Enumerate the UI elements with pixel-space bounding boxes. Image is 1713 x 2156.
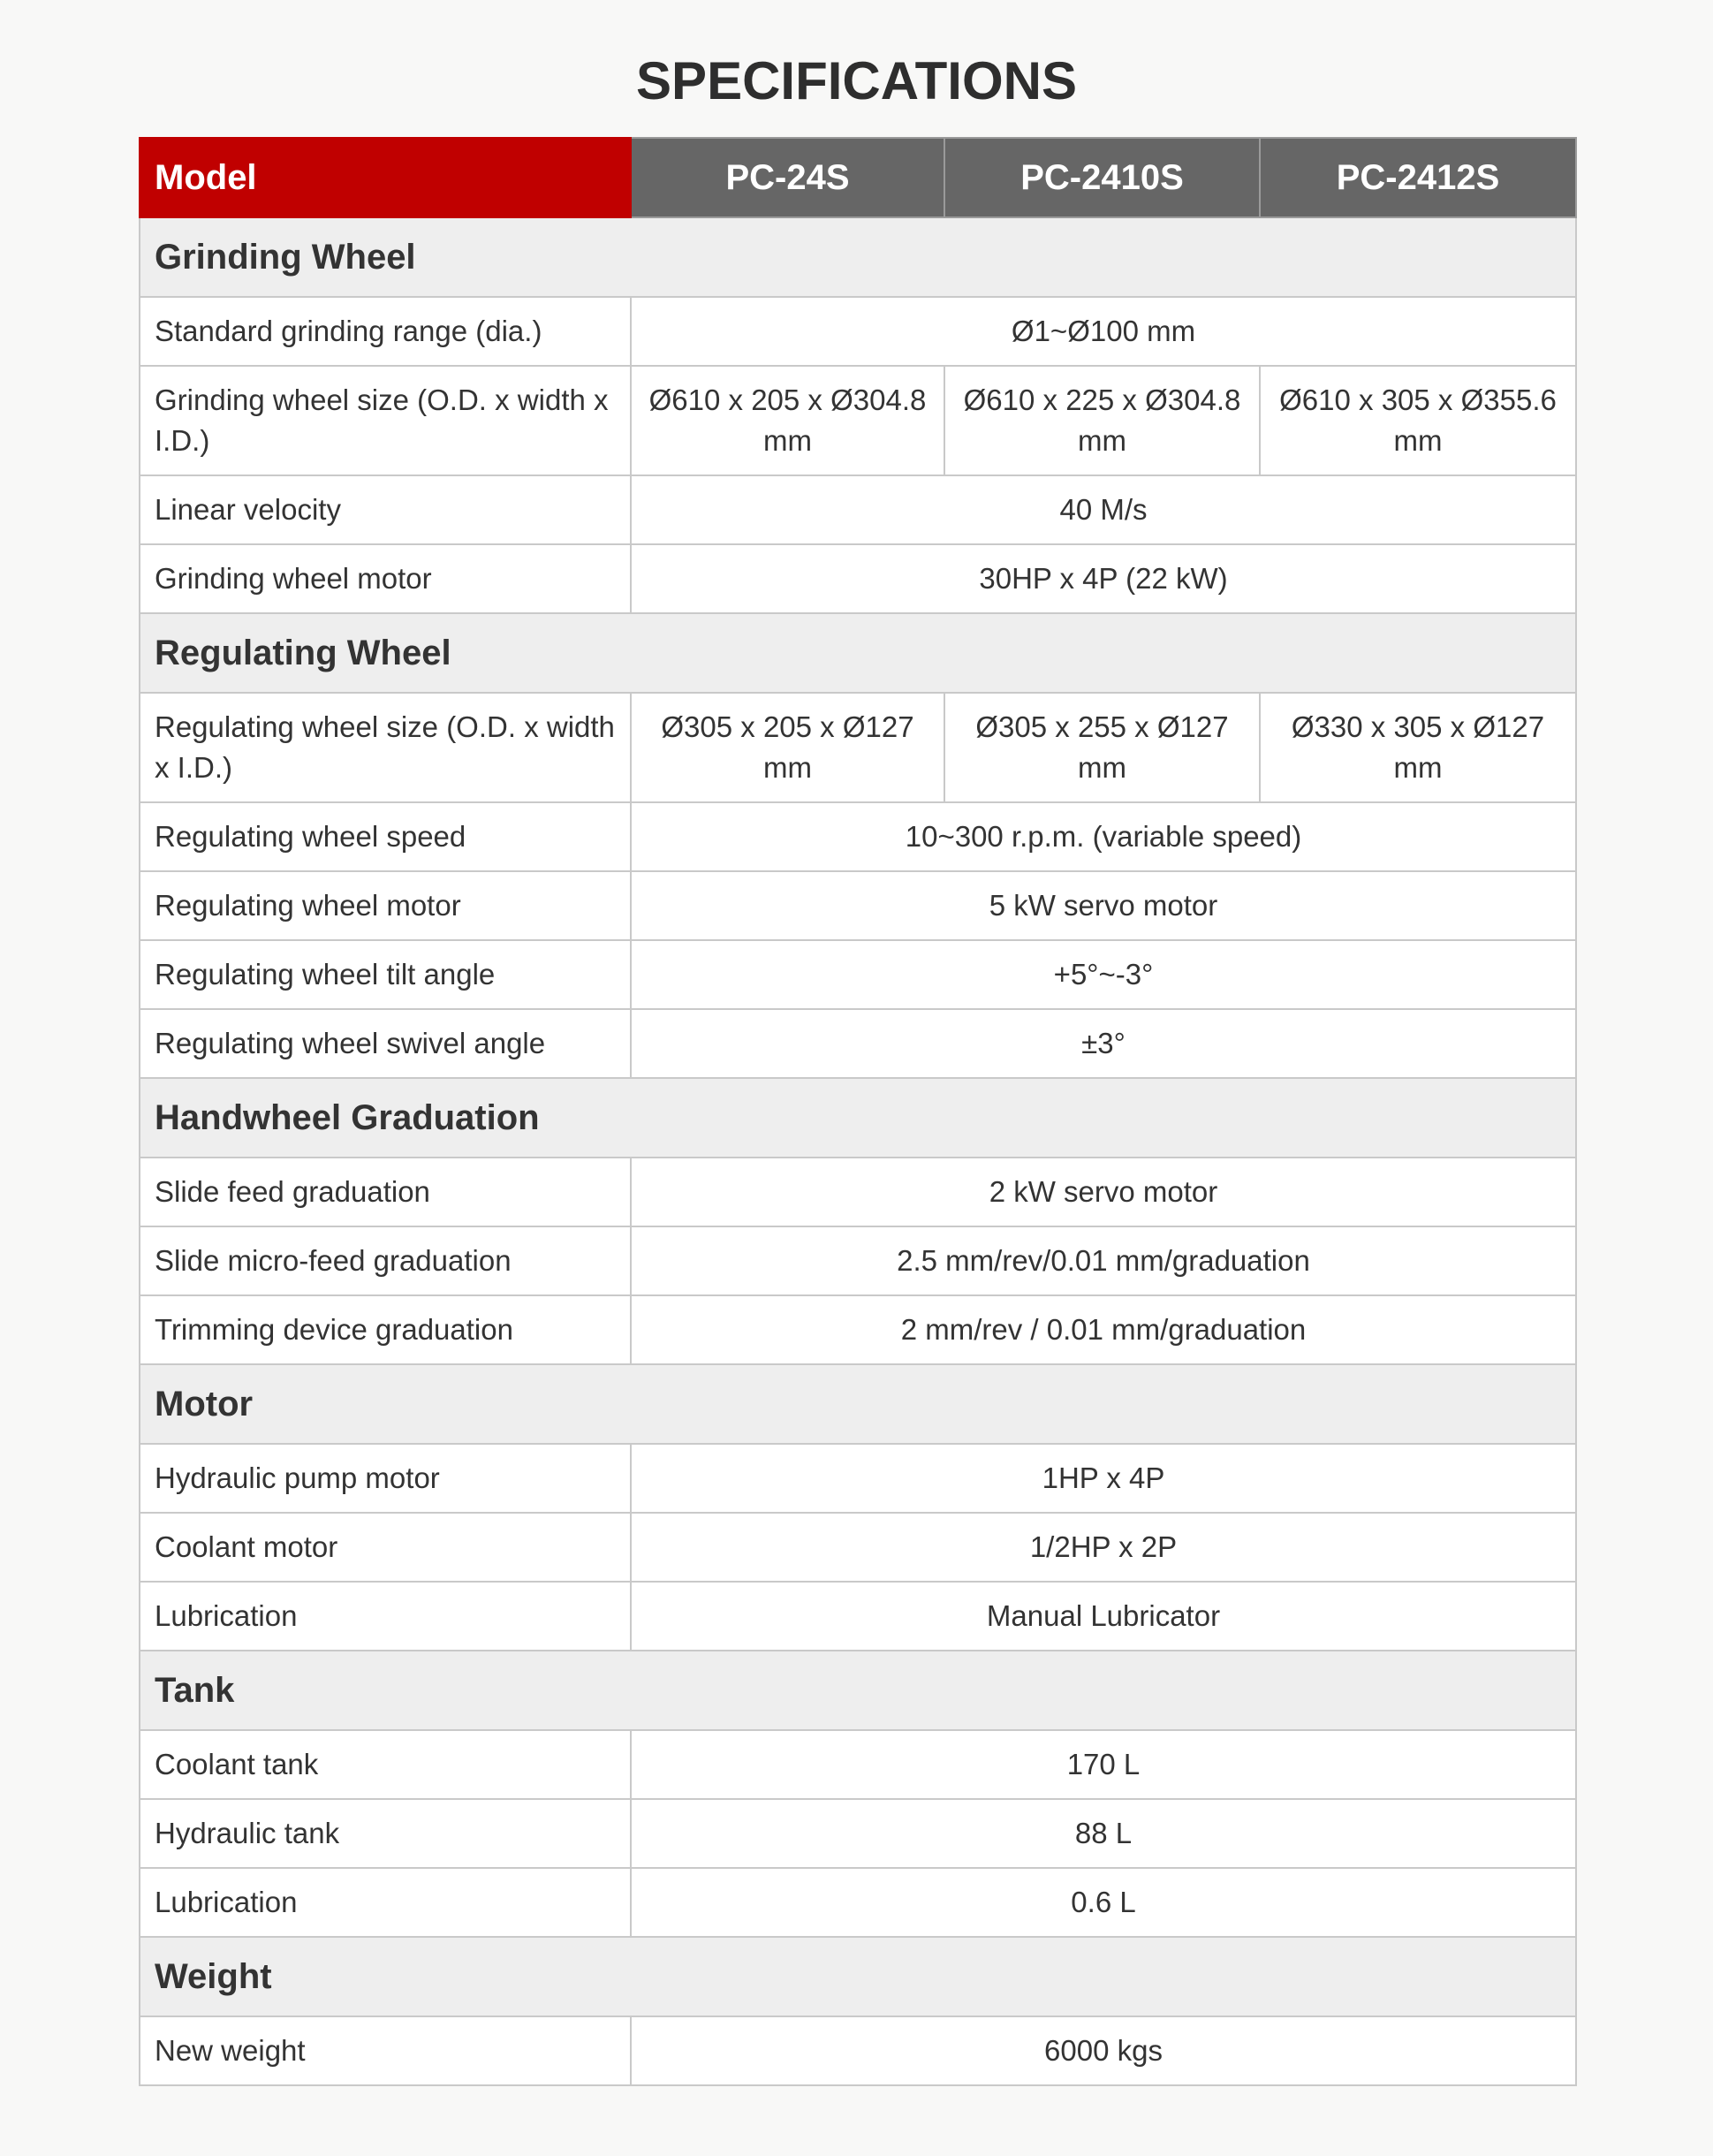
- spec-value: 1/2HP x 2P: [631, 1513, 1576, 1582]
- spec-value: 0.6 L: [631, 1868, 1576, 1937]
- table-row: [140, 693, 1576, 802]
- table-row: [140, 475, 1576, 544]
- section-weight: [140, 1937, 1576, 2016]
- spec-value-pc-24s: Ø610 x 205 x Ø304.8 mm: [631, 366, 944, 475]
- section-title: Grinding Wheel: [140, 217, 1576, 297]
- table-row: [140, 2016, 1576, 2085]
- model-pc-24s: PC-24S: [631, 138, 944, 217]
- spec-label: Linear velocity: [140, 475, 631, 544]
- table-row: [140, 871, 1576, 940]
- section-tank: [140, 1651, 1576, 1730]
- spec-label: New weight: [140, 2016, 631, 2085]
- section-grinding-wheel: [140, 217, 1576, 297]
- spec-label: Regulating wheel motor: [140, 871, 631, 940]
- table-row: [140, 940, 1576, 1009]
- spec-value: 40 M/s: [631, 475, 1576, 544]
- model-pc-2412s: PC-2412S: [1260, 138, 1576, 217]
- spec-value-pc-2412s: Ø330 x 305 x Ø127 mm: [1260, 693, 1576, 802]
- spec-value-pc-24s: Ø305 x 205 x Ø127 mm: [631, 693, 944, 802]
- spec-value: Manual Lubricator: [631, 1582, 1576, 1651]
- page-title: SPECIFICATIONS: [636, 51, 1077, 110]
- section-title: Regulating Wheel: [140, 613, 1576, 693]
- spec-label: Standard grinding range (dia.): [140, 297, 631, 366]
- spec-value: +5°~-3°: [631, 940, 1576, 1009]
- spec-value: 10~300 r.p.m. (variable speed): [631, 802, 1576, 871]
- table-row: [140, 366, 1576, 475]
- section-title: Motor: [140, 1364, 1576, 1444]
- table-row: [140, 802, 1576, 871]
- spec-label: Hydraulic pump motor: [140, 1444, 631, 1513]
- spec-label: Hydraulic tank: [140, 1799, 631, 1868]
- spec-label: Grinding wheel size (O.D. x width x I.D.): [140, 366, 631, 475]
- section-title: Handwheel Graduation: [140, 1078, 1576, 1158]
- table-row: [140, 1582, 1576, 1651]
- table-row: [140, 544, 1576, 613]
- table-row: [140, 1009, 1576, 1078]
- spec-value-pc-2410s: Ø610 x 225 x Ø304.8 mm: [944, 366, 1260, 475]
- spec-label: Slide micro-feed graduation: [140, 1226, 631, 1295]
- spec-value: 2.5 mm/rev/0.01 mm/graduation: [631, 1226, 1576, 1295]
- spec-value: ±3°: [631, 1009, 1576, 1078]
- spec-value: 2 kW servo motor: [631, 1158, 1576, 1226]
- spec-label: Lubrication: [140, 1868, 631, 1937]
- spec-value: 6000 kgs: [631, 2016, 1576, 2085]
- section-regulating-wheel: [140, 613, 1576, 693]
- spec-value: 5 kW servo motor: [631, 871, 1576, 940]
- model-header-label: Model: [140, 138, 631, 217]
- specifications-table: [139, 137, 1577, 2086]
- table-row: [140, 1158, 1576, 1226]
- spec-value: 1HP x 4P: [631, 1444, 1576, 1513]
- spec-value: 30HP x 4P (22 kW): [631, 544, 1576, 613]
- table-row: [140, 1799, 1576, 1868]
- spec-label: Lubrication: [140, 1582, 631, 1651]
- table-row: [140, 297, 1576, 366]
- spec-value: 170 L: [631, 1730, 1576, 1799]
- spec-label: Grinding wheel motor: [140, 544, 631, 613]
- spec-label: Coolant motor: [140, 1513, 631, 1582]
- spec-label: Coolant tank: [140, 1730, 631, 1799]
- spec-value-pc-2412s: Ø610 x 305 x Ø355.6 mm: [1260, 366, 1576, 475]
- model-pc-2410s: PC-2410S: [944, 138, 1260, 217]
- spec-label: Regulating wheel tilt angle: [140, 940, 631, 1009]
- spec-label: Regulating wheel swivel angle: [140, 1009, 631, 1078]
- spec-value: Ø1~Ø100 mm: [631, 297, 1576, 366]
- table-row: [140, 1295, 1576, 1364]
- spec-label: Regulating wheel size (O.D. x width x I.D.): [140, 693, 631, 802]
- table-row: [140, 1868, 1576, 1937]
- table-row: [140, 1513, 1576, 1582]
- table-row: [140, 1226, 1576, 1295]
- spec-value: 88 L: [631, 1799, 1576, 1868]
- section-title: Tank: [140, 1651, 1576, 1730]
- section-handwheel-graduation: [140, 1078, 1576, 1158]
- table-row: [140, 1730, 1576, 1799]
- spec-label: Regulating wheel speed: [140, 802, 631, 871]
- section-title: Weight: [140, 1937, 1576, 2016]
- table-row: [140, 1444, 1576, 1513]
- spec-label: Trimming device graduation: [140, 1295, 631, 1364]
- spec-value: 2 mm/rev / 0.01 mm/graduation: [631, 1295, 1576, 1364]
- spec-label: Slide feed graduation: [140, 1158, 631, 1226]
- model-header-row: [140, 138, 1576, 217]
- spec-value-pc-2410s: Ø305 x 255 x Ø127 mm: [944, 693, 1260, 802]
- section-motor: [140, 1364, 1576, 1444]
